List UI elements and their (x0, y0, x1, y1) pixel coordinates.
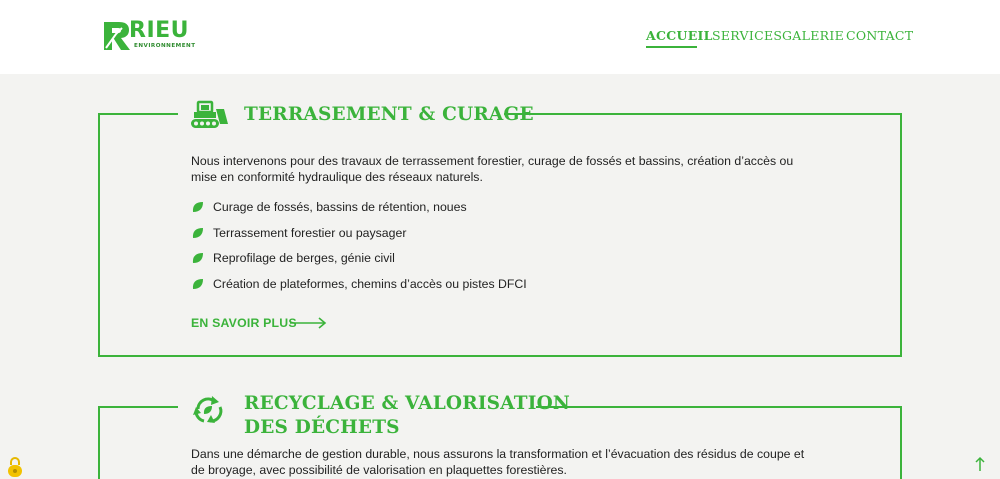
arrow-up-icon[interactable] (971, 455, 989, 473)
section-title-line-2: DES DÉCHETS (244, 417, 400, 438)
service-card-recyclage (98, 393, 902, 479)
brand-name: RIEU (129, 18, 190, 43)
bulldozer-icon (190, 100, 230, 130)
section-title-line-1: RECYCLAGE & VALORISATION (244, 393, 571, 414)
list-item-label: Curage de fossés, bassins de rétention, noues (213, 200, 467, 214)
list-item-label: Création de plateformes, chemins d’accès ou pistes DFCI (213, 276, 527, 291)
logo-r-mark-icon (102, 20, 132, 52)
nav-item-contact[interactable]: CONTACT (846, 28, 914, 43)
brand-subtitle: ENVIRONNEMENT (134, 43, 196, 49)
nav-active-underline (646, 46, 697, 48)
section-description: Dans une démarche de gestion durable, nous assurons la transformation et l’évacuation des résidus de coupe et de broyage, avec possibilité de valorisation en plaquettes forestières. (191, 447, 805, 477)
leaf-icon (192, 201, 204, 213)
service-list (192, 197, 527, 299)
list-item-label: Terrassement forestier ou paysager (213, 225, 407, 240)
leaf-icon (192, 252, 204, 264)
list-item (192, 223, 527, 249)
nav-item-galerie[interactable]: GALERIE (782, 28, 845, 43)
list-item (192, 248, 527, 274)
card-header (178, 100, 534, 130)
leaf-icon (192, 278, 204, 290)
learn-more-link[interactable]: EN SAVOIR PLUS (191, 316, 297, 330)
card-header (178, 392, 571, 444)
list-item (192, 274, 527, 300)
section-title: TERRASEMENT & CURAGE (244, 104, 534, 125)
brand-logo[interactable] (102, 20, 202, 54)
recycle-icon (190, 395, 230, 425)
arrow-right-icon[interactable] (289, 317, 327, 329)
list-item-label: Reprofilage de berges, génie civil (213, 251, 395, 265)
site-header (0, 0, 1000, 74)
service-card-terrassement (98, 104, 902, 357)
section-title (244, 392, 570, 440)
leaf-icon (192, 227, 204, 239)
cookie-lock-icon[interactable] (6, 456, 24, 478)
nav-item-accueil[interactable]: ACCUEIL (646, 28, 713, 43)
section-description: Nous intervenons pour des travaux de terrassement forestier, curage de fossés et bassins, création d’accès ou mise en conformité hydraulique des réseaux naturels. (191, 154, 794, 184)
nav-item-services[interactable]: SERVICES (712, 28, 783, 43)
list-item (192, 197, 527, 223)
